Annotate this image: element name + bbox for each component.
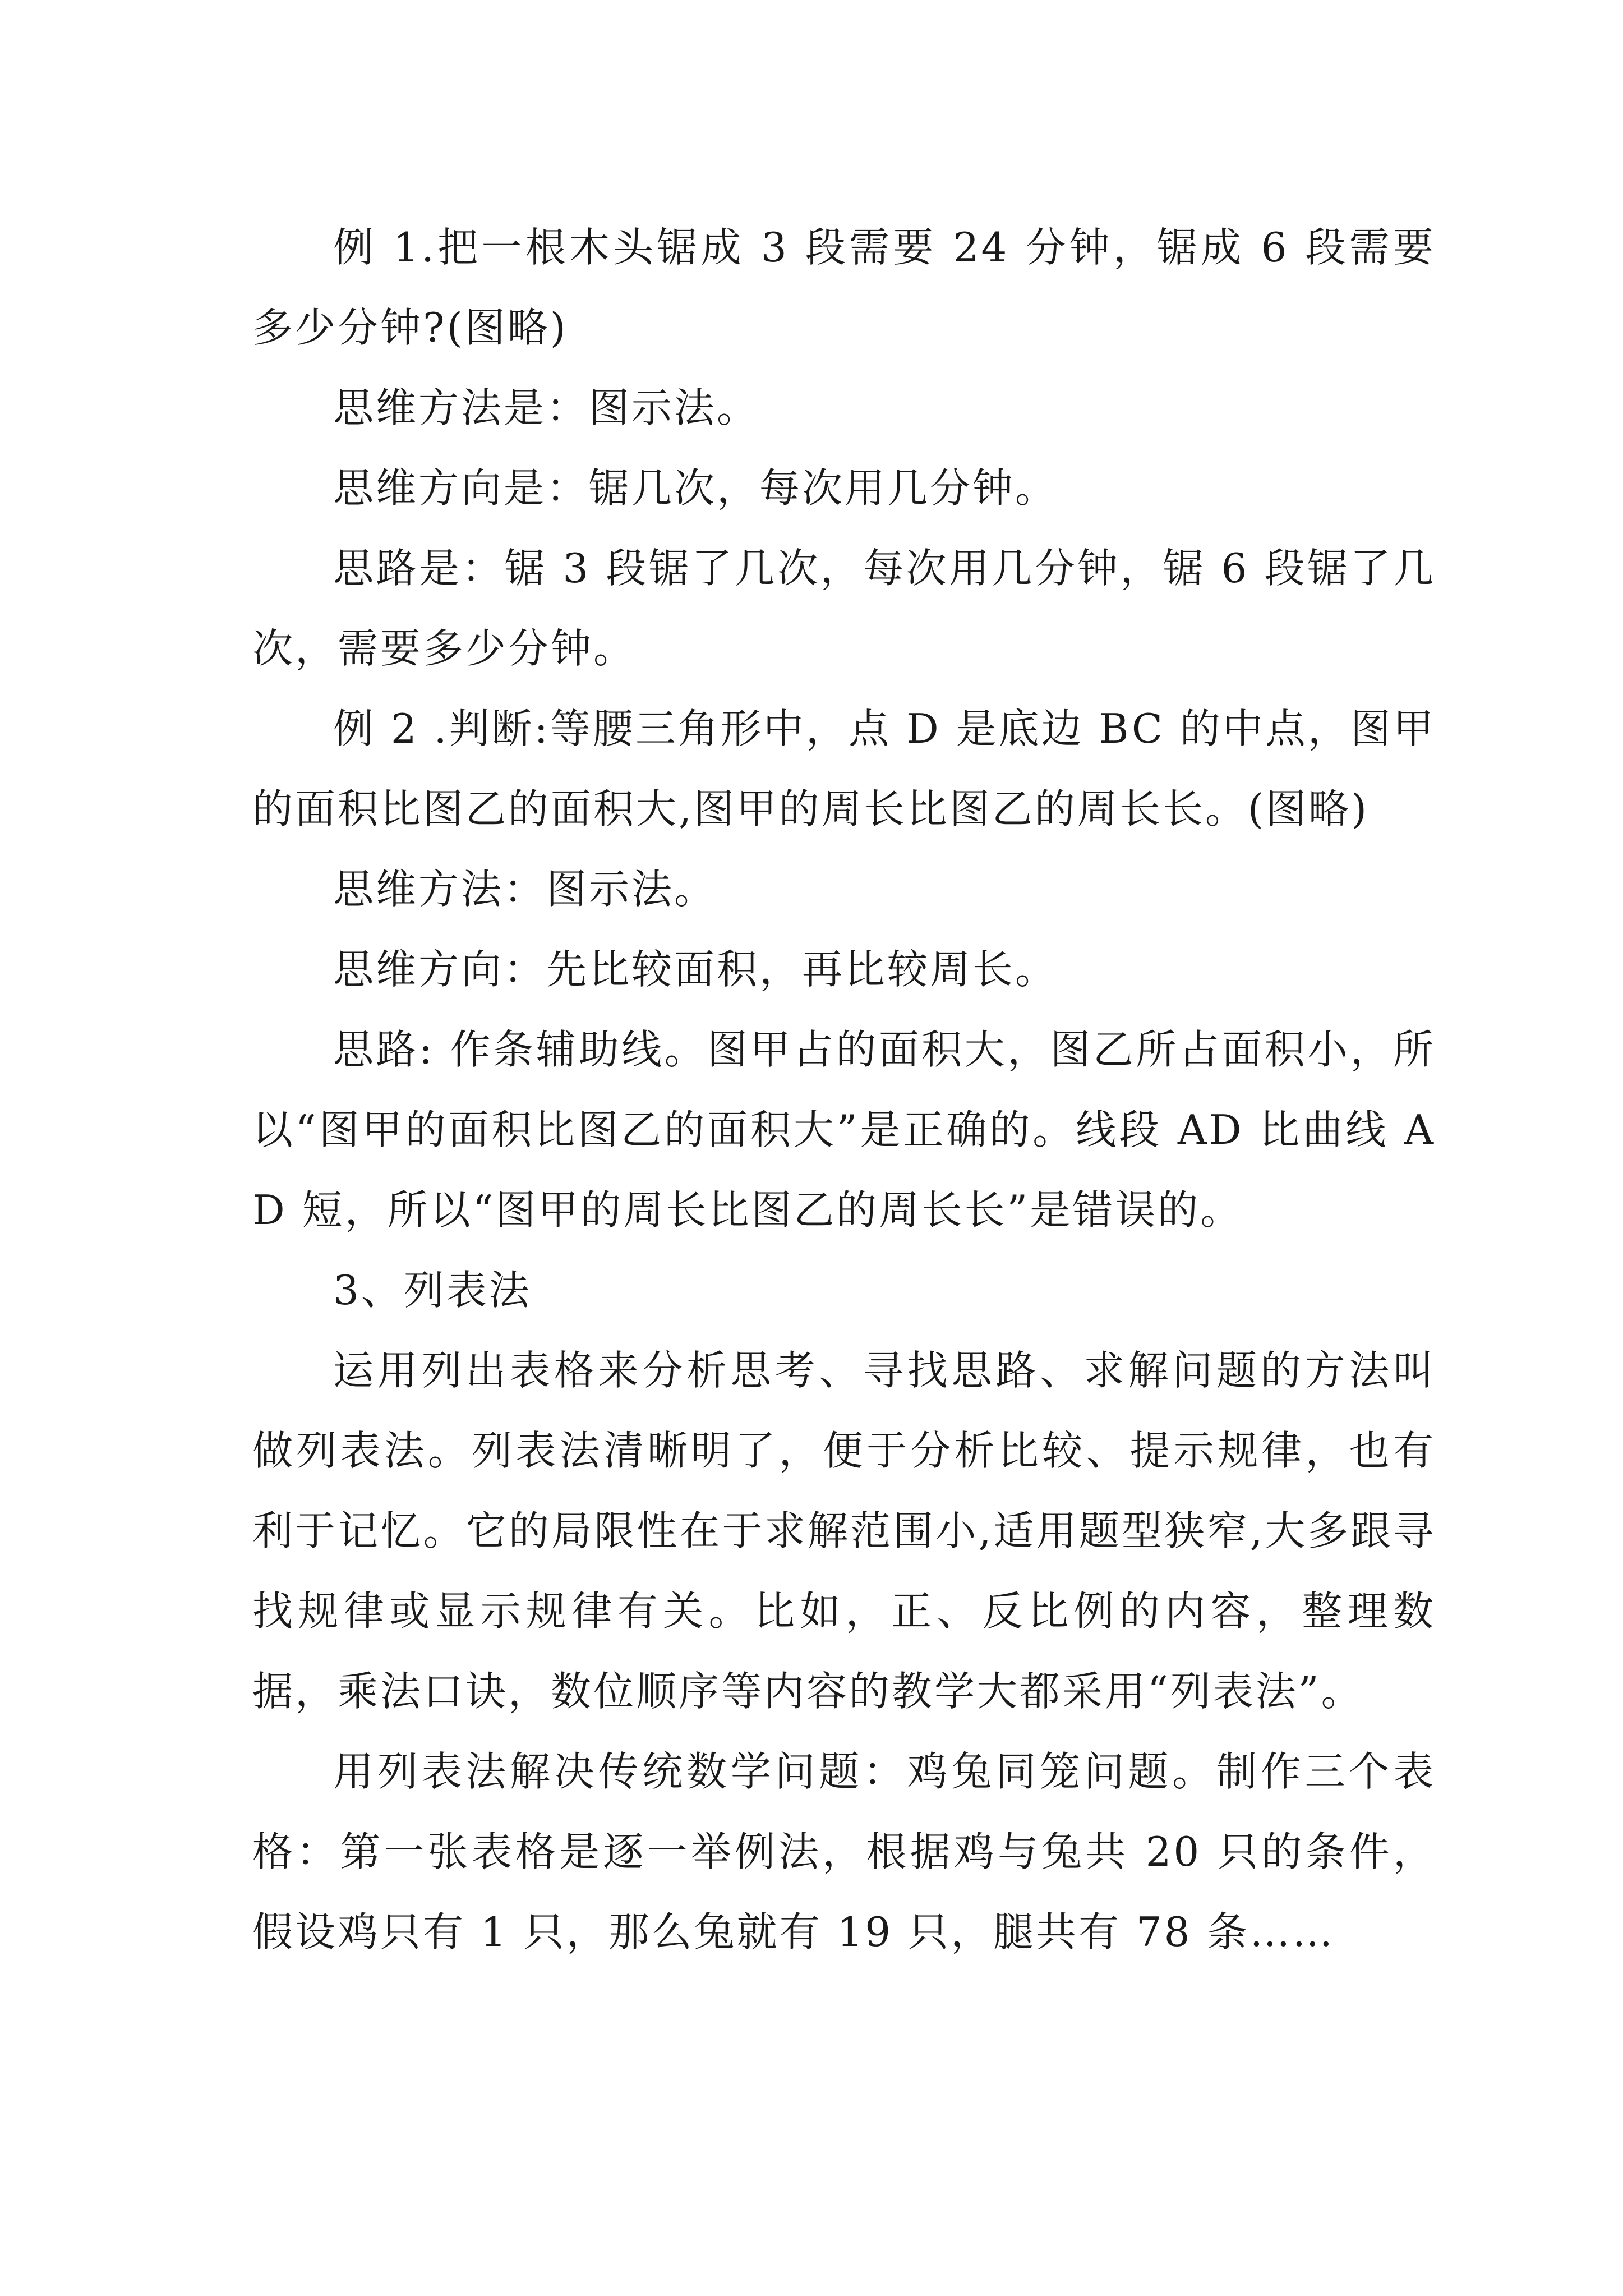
example-2-question: 例 2 .判断:等腰三角形中，点 D 是底边 BC 的中点，图甲的面积比图乙的面积大,图甲的周长比图乙的周长长。(图略) (252, 705, 1436, 832)
document-body (252, 208, 1436, 1972)
example-2-direction: 思维方向：先比较面积，再比较周长。 (333, 946, 1058, 993)
example-2-method: 思维方法：图示法。 (333, 866, 717, 913)
example-1-reasoning: 思路是：锯 3 段锯了几次，每次用几分钟，锯 6 段锯了几次，需要多少分钟。 (252, 545, 1436, 672)
chicken-rabbit-problem: 用列表法解决传统数学问题：鸡兔同笼问题。制作三个表格：第一张表格是逐一举例法，根据鸡与兔共 20 只的条件，假设鸡只有 1 只，那么兔就有 19 只，腿共有 78 条…… (252, 1748, 1436, 1955)
table-method-description: 运用列出表格来分析思考、寻找思路、求解问题的方法叫做列表法。列表法清晰明了，便于分析比较、提示规律，也有利于记忆。它的局限性在于求解范围小,适用题型狭窄,大多跟寻找规律或显示规律有关。比如，正、反比例的内容，整理数据，乘法口诀，数位顺序等内容的教学大都采用“列表法”。 (252, 1347, 1436, 1715)
section-heading-table-method: 3、列表法 (333, 1267, 532, 1314)
example-1-method: 思维方法是：图示法。 (333, 384, 760, 431)
example-2-reasoning: 思路: 作条辅助线。图甲占的面积大，图乙所占面积小，所以“图甲的面积比图乙的面积大”是正确的。线段 AD 比曲线 AD 短，所以“图甲的周长比图乙的周长长”是错误的。 (252, 1026, 1436, 1234)
example-1-direction: 思维方向是：锯几次，每次用几分钟。 (333, 464, 1058, 512)
example-1-question: 例 1.把一根木头锯成 3 段需要 24 分钟，锯成 6 段需要多少分钟?(图略) (252, 224, 1436, 351)
